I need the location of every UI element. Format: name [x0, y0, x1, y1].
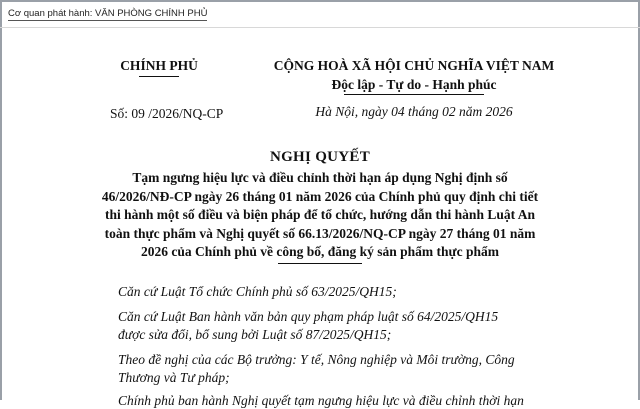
title-underline — [278, 263, 362, 264]
title-line: thi hành một số điều và biện pháp để tổ chức, hướng dẫn thi hành Luật An — [105, 207, 535, 222]
legal-basis-line: Căn cứ Luật Tổ chức Chính phủ số 63/2025/QH15; — [118, 284, 397, 299]
legal-basis-line: Căn cứ Luật Ban hành văn bản quy phạm pháp luật số 64/2025/QH15 — [118, 309, 499, 324]
legal-basis-line: Theo đề nghị của các Bộ trưởng: Y tế, Nông nghiệp và Môi trường, Công — [118, 352, 515, 367]
title-line: Tạm ngưng hiệu lực và điều chỉnh thời hạn áp dụng Nghị định số — [132, 170, 508, 185]
legal-basis-line: Chính phủ ban hành Nghị quyết tạm ngưng hiệu lực và điều chỉnh thời hạn — [118, 393, 524, 408]
issuing-agency: CHÍNH PHỦ — [120, 58, 198, 73]
document-title — [0, 169, 640, 262]
national-title: CỘNG HOÀ XÃ HỘI CHỦ NGHĨA VIỆT NAM — [273, 58, 555, 73]
document-type: NGHỊ QUYẾT — [269, 149, 371, 165]
title-line: 2026 của Chính phủ về công bố, đăng ký sản phẩm thực phẩm — [140, 244, 500, 259]
frame-top-border — [0, 0, 640, 2]
legal-basis-line: Thương và Tư pháp; — [118, 370, 230, 385]
document-number: Số: 09 /2026/NQ-CP — [110, 106, 224, 121]
issuer-divider — [0, 27, 640, 28]
agency-underline — [139, 76, 179, 77]
title-line: 46/2026/NĐ-CP ngày 26 tháng 01 năm 2026 của Chính phủ quy định chi tiết — [101, 188, 539, 204]
legal-basis-line: được sửa đổi, bổ sung bởi Luật số 87/2025/QH15; — [118, 327, 392, 342]
title-line: toàn thực phẩm và Nghị quyết số 66.13/2026/NQ-CP ngày 27 tháng 01 năm — [104, 225, 536, 241]
place-and-date: Hà Nội, ngày 04 tháng 02 năm 2026 — [315, 104, 513, 119]
issuer-label: Cơ quan phát hành: VĂN PHÒNG CHÍNH PHỦ — [8, 8, 208, 19]
motto-underline — [344, 94, 484, 95]
national-motto: Độc lập - Tự do - Hạnh phúc — [331, 77, 497, 92]
